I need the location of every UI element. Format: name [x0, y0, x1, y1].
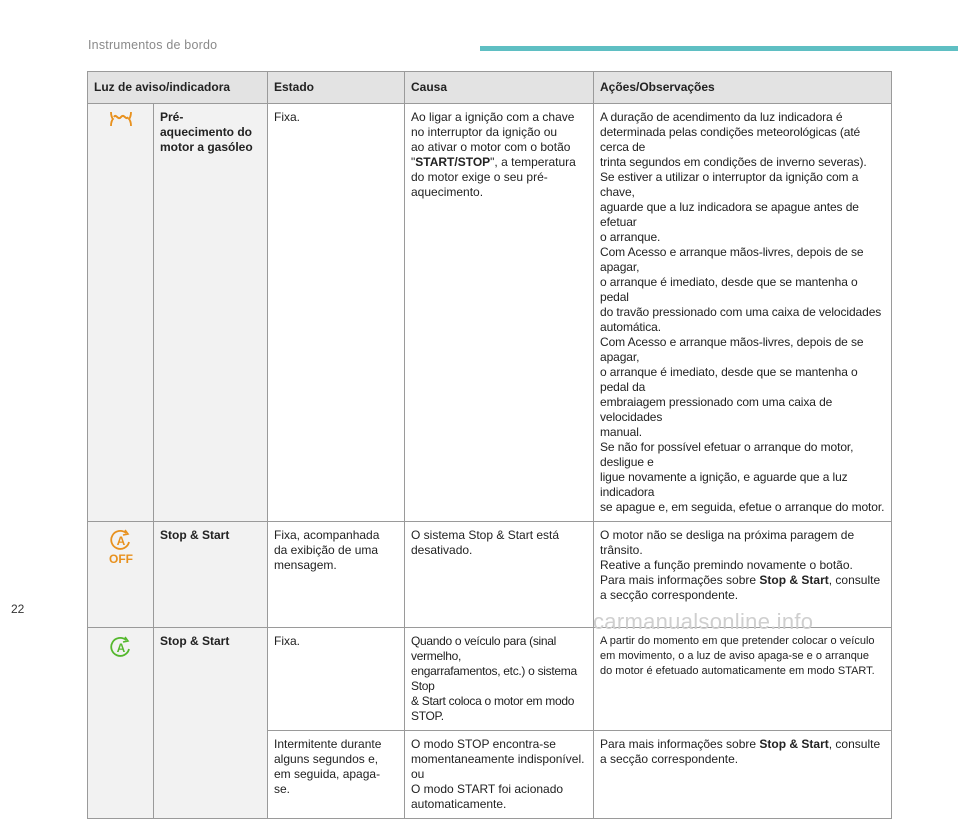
action-line: A partir do momento em que pretender colocar o veículo [600, 635, 875, 647]
icon-cell [88, 522, 154, 628]
cause-line: Quando o veículo para (sinal vermelho, [411, 634, 557, 663]
glow-plug-icon [108, 110, 134, 128]
svg-text:OFF: OFF [108, 552, 133, 566]
action-line: Se não for possível efetuar o arranque do motor, desligue e [600, 440, 854, 469]
column-header-state: Estado [268, 72, 405, 104]
table-header-row [88, 72, 892, 104]
stop-start-active-icon [106, 634, 136, 660]
state-cell [268, 731, 405, 819]
header-accent-bar [480, 46, 958, 51]
cause-line: no interruptor da ignição ou [411, 125, 558, 139]
cause-line: aquecimento. [411, 185, 484, 199]
action-line: a secção correspondente. [600, 588, 739, 602]
state-cell: Fixa. [268, 104, 405, 522]
section-title: Instrumentos de bordo [88, 38, 218, 52]
svg-text:A: A [116, 534, 125, 548]
light-name-text: Pré- aquecimento do motor a gasóleo [160, 110, 253, 154]
action-line: trânsito. [600, 543, 643, 557]
action-line: Se estiver a utilizar o interruptor da ignição com a chave, [600, 170, 859, 199]
cause-line: O sistema Stop & Start está [411, 528, 560, 542]
state-line: em seguida, apaga- [274, 767, 381, 781]
action-more-suffix: , consulte [828, 573, 881, 587]
action-line: manual. [600, 425, 642, 439]
action-line: em movimento, o a luz de aviso apaga-se e o arranque [600, 650, 870, 662]
column-header-actions: Ações/Observações [594, 72, 892, 104]
page-number: 22 [11, 602, 25, 616]
action-line: Com Acesso e arranque mãos-livres, depois de se apagar, [600, 245, 864, 274]
actions-cell [594, 104, 892, 522]
icon-cell [88, 104, 154, 522]
state-cell: Fixa. [268, 628, 405, 731]
cause-line: & Start coloca o motor em modo STOP. [411, 694, 575, 723]
table-row [88, 628, 892, 731]
light-name [154, 104, 268, 522]
cause-line: ao ativar o motor com o botão [411, 140, 571, 154]
cause-cell [405, 731, 594, 819]
state-line: alguns segundos e, [274, 752, 379, 766]
action-line: a secção correspondente. [600, 752, 739, 766]
action-more-bold: Stop & Start [759, 573, 829, 587]
icon-cell [88, 628, 154, 819]
table-row [88, 104, 892, 522]
cause-line: desativado. [411, 543, 473, 557]
action-line: do travão pressionado com uma caixa de velocidades [600, 305, 882, 319]
cause-line: Ao ligar a ignição com a chave [411, 110, 575, 124]
state-line: se. [274, 782, 291, 796]
cause-cell [405, 104, 594, 522]
cause-line: O modo START foi acionado [411, 782, 564, 796]
action-more-prefix: Para mais informações sobre [600, 737, 760, 751]
svg-text:A: A [116, 641, 125, 655]
action-line: se apague e, em seguida, efetue o arranque do motor. [600, 500, 885, 514]
action-more-suffix: , consulte [828, 737, 881, 751]
warning-lights-table [87, 71, 892, 819]
action-more-prefix: Para mais informações sobre [600, 573, 760, 587]
cause-cell [405, 628, 594, 731]
action-line: Com Acesso e arranque mãos-livres, depois de se apagar, [600, 335, 864, 364]
action-line: embraiagem pressionado com uma caixa de velocidades [600, 395, 833, 424]
cause-line: ou [411, 767, 425, 781]
action-line: trinta segundos em condições de inverno severas). [600, 155, 867, 169]
actions-cell [594, 731, 892, 819]
column-header-cause: Causa [405, 72, 594, 104]
action-line: O motor não se desliga na próxima paragem de [600, 528, 855, 542]
cause-line: "START/STOP", a temperatura [411, 155, 576, 169]
action-line: aguarde que a luz indicadora se apague antes de efetuar [600, 200, 859, 229]
action-line: do motor é efetuado automaticamente em modo START. [600, 665, 875, 677]
cause-line: O modo STOP encontra-se [411, 737, 556, 751]
state-line: da exibição de uma [274, 543, 379, 557]
action-line: determinada pelas condições meteorológicas (até cerca de [600, 125, 861, 154]
action-line: o arranque. [600, 230, 661, 244]
cause-line: do motor exige o seu pré- [411, 170, 548, 184]
state-line: Intermitente durante [274, 737, 382, 751]
action-line: automática. [600, 320, 661, 334]
action-line: o arranque é imediato, desde que se mantenha o pedal da [600, 365, 858, 394]
light-name: Stop & Start [154, 522, 268, 628]
action-line: o arranque é imediato, desde que se mantenha o pedal [600, 275, 858, 304]
light-name: Stop & Start [154, 628, 268, 819]
cause-line: automaticamente. [411, 797, 507, 811]
action-more-line [600, 573, 885, 588]
action-line: A duração de acendimento da luz indicadora é [600, 110, 843, 124]
stop-start-off-icon [106, 528, 136, 566]
action-more-bold: Stop & Start [759, 737, 829, 751]
action-line: Reative a função premindo novamente o botão. [600, 558, 853, 572]
column-header-light: Luz de aviso/indicadora [88, 72, 268, 104]
action-line: ligue novamente a ignição, e aguarde que a luz indicadora [600, 470, 848, 499]
action-more-line [600, 737, 885, 752]
state-line: Fixa, acompanhada [274, 528, 380, 542]
watermark: carmanualsonline.info [593, 609, 814, 634]
state-cell [268, 522, 405, 628]
actions-cell [594, 628, 892, 731]
state-line: mensagem. [274, 558, 337, 572]
cause-line: engarrafamentos, etc.) o sistema Stop [411, 664, 577, 693]
cause-cell [405, 522, 594, 628]
cause-line: momentaneamente indisponível. [411, 752, 585, 766]
